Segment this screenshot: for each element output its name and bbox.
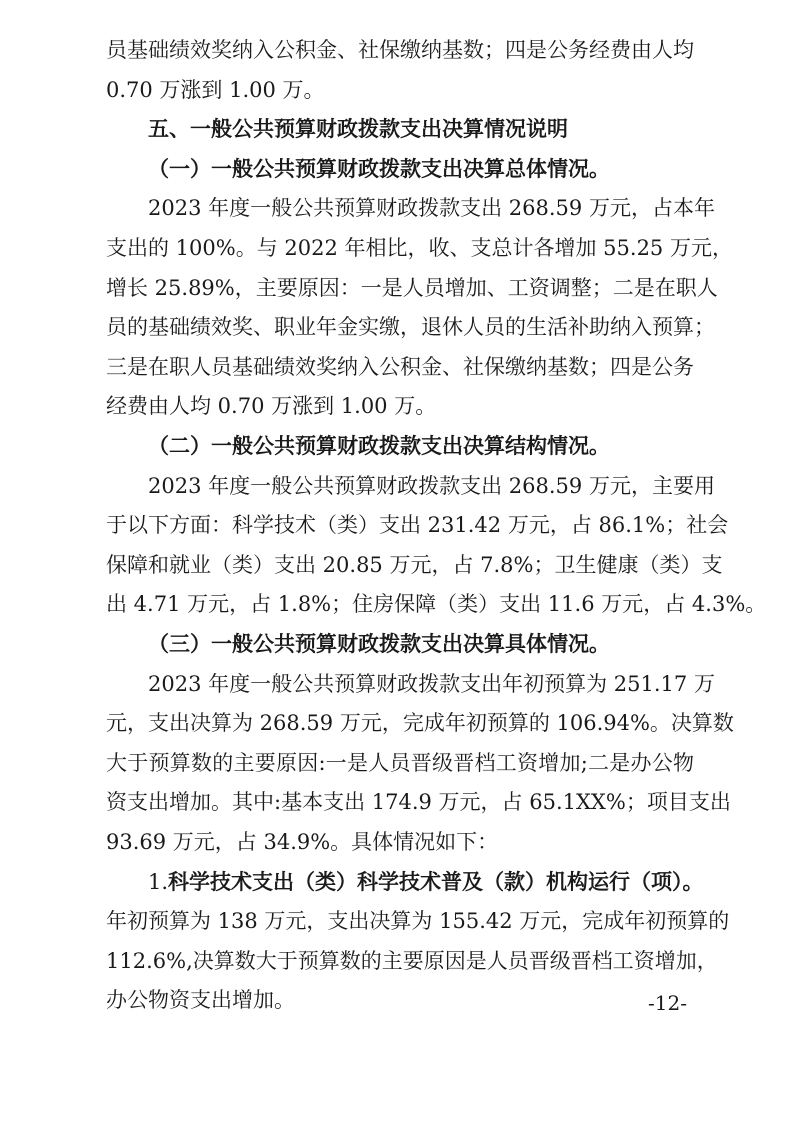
body-text-line: 办公物资支出增加。 <box>106 988 295 1012</box>
body-text-line: 2023 年度一般公共预算财政拨款支出 268.59 万元，占本年 <box>148 196 715 220</box>
body-text-line: 员的基础绩效奖、职业年金实缴，退休人员的生活补助纳入预算； <box>106 315 715 339</box>
body-text-line: 年初预算为 138 万元，支出决算为 155.42 万元，完成年初预算的 <box>106 909 730 933</box>
body-text-line: 支出的 100%。与 2022 年相比，收、支总计各增加 55.25 万元， <box>106 236 733 260</box>
body-text-line: 112.6%,决算数大于预算数的主要原因是人员晋级晋档工资增加， <box>106 949 718 973</box>
body-text-line: 三是在职人员基础绩效奖纳入公积金、社保缴纳基数；四是公务 <box>106 355 694 379</box>
body-text-line: 2023 年度一般公共预算财政拨款支出年初预算为 251.17 万 <box>148 672 715 696</box>
subsection-heading: （三）一般公共预算财政拨款支出决算具体情况。 <box>148 632 610 656</box>
section-heading: 五、一般公共预算财政拨款支出决算情况说明 <box>148 117 568 141</box>
body-text-line: 93.69 万元，占 34.9%。具体情况如下： <box>106 830 499 854</box>
body-text-line: 员基础绩效奖纳入公积金、社保缴纳基数；四是公务经费由人均 <box>106 38 694 62</box>
body-text-line: 2023 年度一般公共预算财政拨款支出 268.59 万元，主要用 <box>148 474 715 498</box>
body-text-line: 资支出增加。其中:基本支出 174.9 万元，占 65.1XX%；项目支出 <box>106 790 731 814</box>
body-text-line: 增长 25.89%，主要原因：一是人员增加、工资调整；二是在职人 <box>106 276 718 300</box>
subsection-heading: （二）一般公共预算财政拨款支出决算结构情况。 <box>148 434 610 458</box>
item-number: 1. <box>148 870 169 894</box>
body-text-line: 大于预算数的主要原因:一是人员晋级晋档工资增加;二是办公物 <box>106 751 694 775</box>
page-number: -12- <box>648 991 687 1015</box>
body-text-line: 0.70 万涨到 1.00 万。 <box>106 78 325 102</box>
body-text-line: 于以下方面：科学技术（类）支出 231.42 万元，占 86.1%；社会 <box>106 513 729 537</box>
numbered-item-line <box>148 868 704 897</box>
body-text-line: 元，支出决算为 268.59 万元，完成年初预算的 106.94%。决算数 <box>106 711 734 735</box>
body-text-line: 经费由人均 0.70 万涨到 1.00 万。 <box>106 394 437 418</box>
item-heading: 科学技术支出（类）科学技术普及（款）机构运行（项）。 <box>168 870 704 894</box>
body-text-line: 出 4.71 万元，占 1.8%；住房保障（类）支出 11.6 万元，占 4.3%。 <box>106 592 767 616</box>
body-text-line: 保障和就业（类）支出 20.85 万元，占 7.8%；卫生健康（类）支 <box>106 553 723 577</box>
subsection-heading: （一）一般公共预算财政拨款支出决算总体情况。 <box>148 157 610 181</box>
